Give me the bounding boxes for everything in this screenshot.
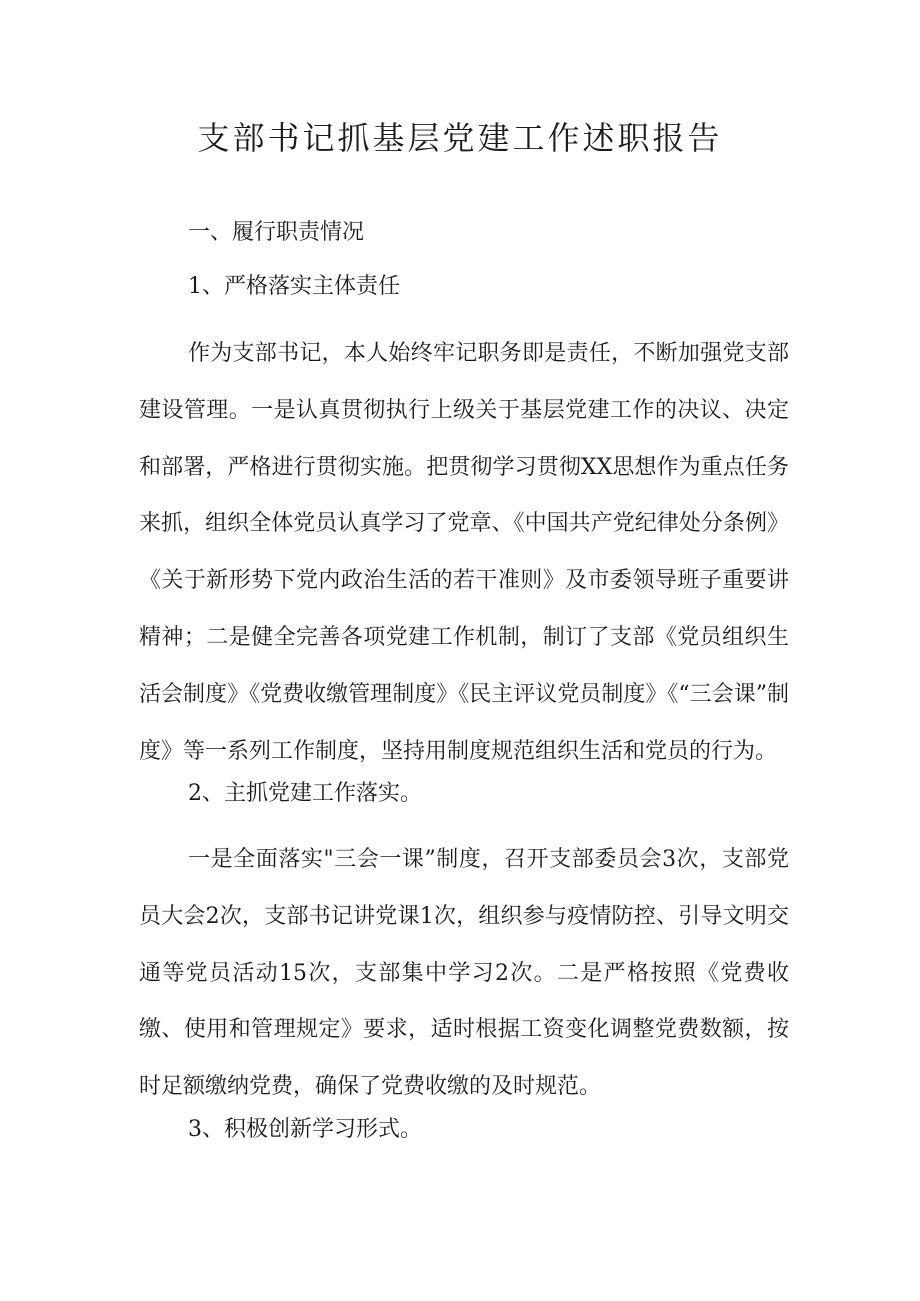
item-heading-learning: 3、积极创新学习形式。 [188, 1117, 422, 1142]
paragraph-implementation: 一是全面落实"三会一课”制度，召开支部委员会3次，支部党员大会2次，支部书记讲党课1次，组织参与疫情防控、引导文明交通等党员活动15次，支部集中学习2次。二是严格按照《党费收缴、使用和管理规定》要求，适时根据工资变化调整党费数额，按时足额缴纳党费，确保了党费收缴的及时规范。 [139, 847, 789, 1100]
document-title: 支部书记抓基层党建工作述职报告 [197, 119, 723, 157]
item-heading-implementation: 2、主抓党建工作落实。 [188, 781, 422, 806]
item-heading-responsibility: 1、严格落实主体责任 [188, 274, 400, 299]
section-heading-duties: 一、履行职责情况 [188, 220, 365, 245]
paragraph-responsibility: 作为支部书记，本人始终牢记职务即是责任，不断加强党支部建设管理。一是认真贯彻执行上级关于基层党建工作的决议、决定和部署，严格进行贯彻实施。把贯彻学习贯彻XX思想作为重点任务来抓，组织全体党员认真学习了党章、《中国共产党纪律处分条例》《关于新形势下党内政治生活的若干准则》及市委领导班子重要讲精神；二是健全完善各项党建工作机制，制订了支部《党员组织生活会制度》《党费收缴管理制度》《民主评议党员制度》《“三会课”制度》等一系列工作制度，坚持用制度规范组织生活和党员的行为。 [139, 341, 789, 764]
